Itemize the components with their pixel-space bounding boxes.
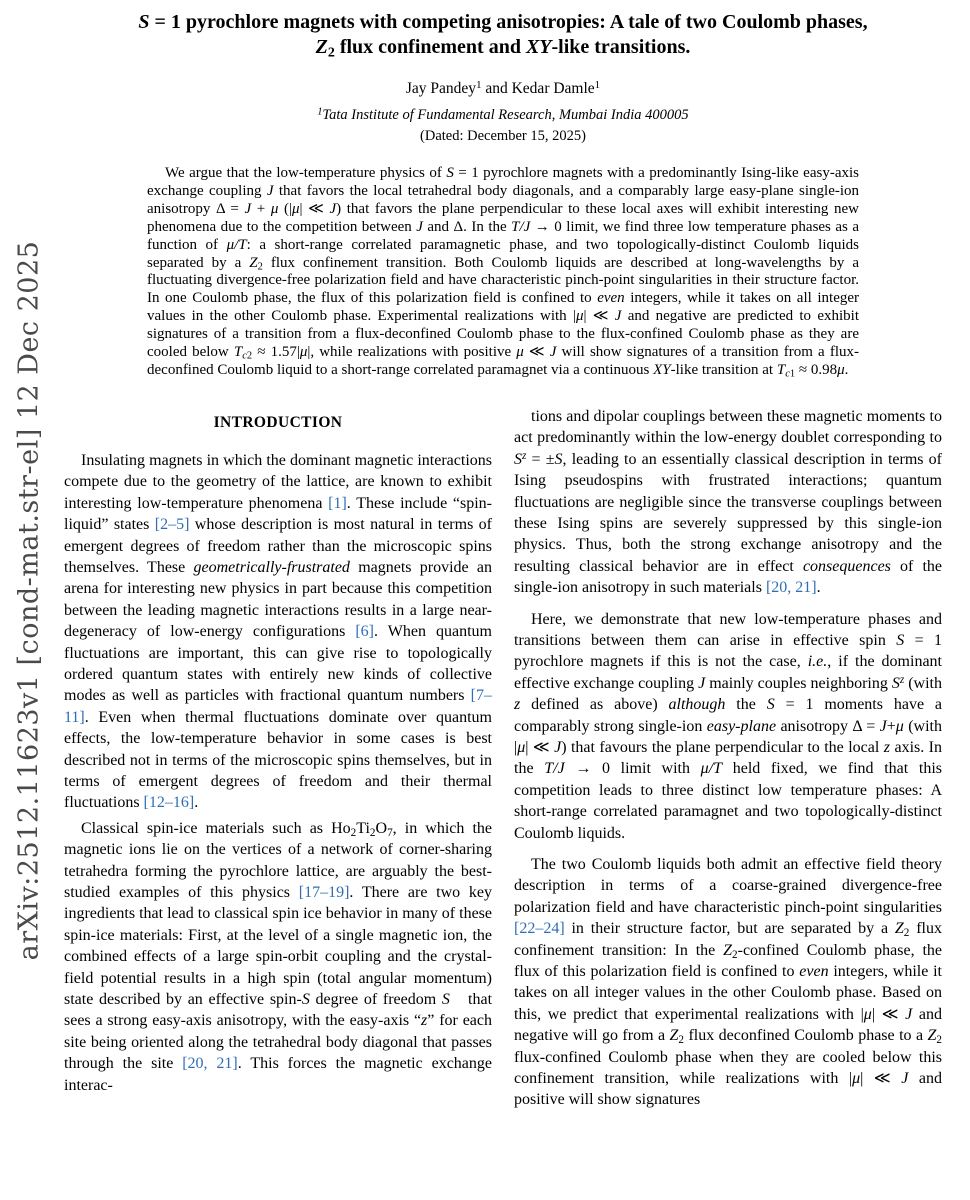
text-segment: will show signatures of a transition from a flux-deconfined Coulomb liquid to a short-range correlated paramagnet via a continuous (147, 344, 859, 378)
text-segment: and negative are predicted to exhibit signatures of a transition from a flux-deconfined Coulomb phase to the flux-confined Coulomb phase as they are cooled below (147, 308, 859, 361)
text-segment: flux confinement transition. Both Coulomb liquids are described at long-wavelengths by a fluctuating divergence-free polarization field and have characteristic pinch-point singularities in their structure factor. In one Coulomb phase, the flux of this polarization field is confined to (147, 254, 859, 307)
text-segment: = 1 pyrochlore magnets with competing anisotropies: A tale of two Coulomb phases, (149, 11, 868, 33)
text-segment: in their structure factor, but are separated by a (564, 920, 895, 938)
intro-right-paragraph-3 (514, 854, 942, 1111)
column-left (64, 406, 492, 1111)
text-segment: J (879, 717, 887, 735)
text-segment: defined as above) (520, 696, 669, 714)
text-segment: axis. In the (514, 738, 943, 778)
arxiv-watermark-text: arXiv:2512.11623v1 [cond-mat.str-el] 12 Dec 2025 (13, 240, 45, 960)
text-segment: flux confinement and (334, 36, 526, 58)
text-segment: ) that favours the plane perpendicular to the local (561, 738, 884, 756)
affiliation-line (64, 107, 942, 124)
text-segment: and negative will go from a (514, 1005, 943, 1045)
text-segment: flux-confined Coulomb phase when they are cooled below this confinement transition, while realizations with | (514, 1048, 942, 1088)
text-segment: | ≪ (583, 308, 615, 325)
intro-left-paragraph-2 (64, 818, 492, 1096)
citation-link[interactable]: [6] (355, 623, 374, 641)
text-segment: and positive will show signatures (514, 1070, 943, 1109)
text-segment: μ/T (226, 236, 247, 253)
text-segment: (| (278, 200, 292, 217)
text-segment: μ (863, 1005, 872, 1023)
text-segment: z (514, 696, 521, 714)
text-segment: z (883, 738, 891, 756)
intro-right-paragraph-2 (514, 609, 942, 844)
text-segment: → 0 limit with (564, 760, 701, 778)
text-segment: Tata Institute of Fundamental Research, Mumbai India 400005 (322, 107, 689, 123)
text-segment: J (614, 308, 622, 325)
text-segment: . (816, 579, 821, 597)
text-segment: c (785, 368, 790, 380)
paper-title (64, 10, 942, 60)
text-segment: J (266, 182, 274, 199)
citation-link[interactable]: [17–19] (298, 884, 350, 901)
column-right (514, 406, 942, 1111)
title-line-1 (64, 10, 942, 35)
authors-line (64, 80, 942, 98)
text-segment: geometrically-frustrated (193, 558, 350, 576)
text-segment: magnets provide an arena for interesting new physics in part because this competition between the leading magnetic interactions results in a large near-degeneracy of low-energy configurations (64, 558, 492, 641)
text-segment: integers, while it takes on all integer values in the other Coulomb phase. Based on this, we predict that experimental realizations with | (514, 963, 942, 1023)
text-segment: Here, we demonstrate that new low-temperature phases and transitions between them can arise in effective spin (514, 610, 942, 649)
text-segment: → 0 limit, we find three low temperature phases as a function of (147, 218, 859, 253)
text-segment: (with (904, 674, 942, 692)
citation-link[interactable]: [20, 21] (765, 579, 817, 597)
text-segment: ≪ (523, 344, 550, 361)
text-segment: S (891, 674, 900, 692)
text-segment: ≈ 1.57| (252, 344, 300, 361)
text-segment: Z (927, 1027, 937, 1045)
text-segment: J (554, 738, 562, 756)
text-segment: 2 (903, 927, 910, 940)
text-segment: We argue that the low-temperature physics of (165, 165, 447, 181)
text-segment: : a short-range correlated paramagnetic phase, and two topologically-distinct Coulomb liquids separated by a (147, 236, 859, 271)
text-segment: (with | (514, 717, 942, 756)
text-segment: i.e. (807, 653, 828, 671)
text-segment: and Kedar Damle (481, 80, 595, 97)
text-segment: 2 (732, 948, 738, 961)
text-segment: 2 (369, 826, 376, 839)
text-segment: 1 (789, 368, 796, 380)
text-segment: | ≪ (860, 1070, 902, 1088)
text-segment: ≈ 0.98 (795, 361, 838, 378)
text-segment: S (554, 450, 563, 468)
text-segment: 2 (936, 1034, 943, 1047)
text-segment: J (244, 200, 252, 217)
text-segment: μ (516, 344, 524, 361)
text-segment: S (446, 165, 454, 181)
text-segment: The two Coulomb liquids both admit an effective field theory description in terms of a coarse-grained divergence-free polarization field and have characteristic pinch-point singularities (514, 856, 942, 916)
text-segment: T/J (544, 760, 565, 778)
text-segment: . This forces the magnetic exchange interac- (64, 1055, 493, 1094)
text-segment: T (233, 344, 243, 361)
text-segment: ” for each site being oriented along the tetrahedral body diagonal that passes through the site (64, 1012, 492, 1073)
intro-right-paragraph-1 (514, 406, 942, 599)
text-segment: μ (299, 344, 308, 361)
citation-link[interactable]: [2–5] (154, 516, 190, 534)
text-segment: Insulating magnets in which the dominant magnetic interactions compete due to the geometry of the lattice, are known to exhibit interesting low-temperature phenomena (64, 451, 492, 512)
text-segment: Z (894, 920, 904, 938)
text-segment: easy-plane (706, 717, 777, 735)
text-segment: -like transitions. (551, 36, 691, 58)
text-segment: = 1 pyrochlore magnets with a predominantly Ising-like easy-axis exchange coupling (147, 165, 859, 199)
text-segment: J (698, 674, 706, 692)
text-segment: XY (525, 36, 552, 58)
text-segment: 1 (594, 79, 601, 92)
text-segment: . These include “spin-liquid” states (64, 494, 492, 534)
text-segment: -confined Coulomb phase, the flux of this polarization field is confined to (514, 941, 943, 981)
text-segment: | ≪ (299, 200, 330, 217)
text-segment: = 1 pyrochlore magnets if this is not the case, (514, 631, 942, 671)
text-segment: Z (723, 941, 733, 959)
text-segment: even (597, 290, 625, 307)
text-segment: T (776, 361, 786, 378)
text-segment: mainly couples neighboring (705, 674, 892, 692)
text-segment: even (799, 963, 829, 981)
text-segment: Jay Pandey (405, 80, 477, 97)
text-segment: . (844, 361, 849, 378)
text-segment: ) that favors the plane perpendicular to these local axes will exhibit interesting new phenomena due to the competition between (147, 200, 860, 235)
paper-content (64, 0, 942, 1111)
text-segment: Z (315, 36, 328, 58)
text-segment: -like transition at (670, 361, 777, 378)
text-segment: = ± (526, 450, 555, 468)
text-segment: flux deconfined Coulomb phase to a (684, 1027, 928, 1045)
text-segment: degree of freedom (309, 991, 442, 1009)
text-segment: μ (895, 717, 904, 735)
text-segment: although (668, 696, 726, 714)
date-line: (Dated: December 15, 2025) (420, 128, 586, 144)
text-segment: Z (249, 254, 258, 271)
title-line-2 (64, 35, 942, 60)
text-segment: J (416, 218, 423, 235)
text-segment: μ (292, 200, 300, 217)
citation-link[interactable]: [20, 21] (182, 1055, 238, 1073)
text-segment: . Even when thermal fluctuations dominate over quantum effects, the low-temperature behavior in some cases is best described not in terms of the microscopic spins themselves, but in terms of emergent degrees of freedom and their thermal fluctuations (64, 708, 492, 812)
text-segment: | ≪ (871, 1005, 906, 1023)
text-segment: μ (517, 738, 526, 756)
text-segment: μ (837, 361, 845, 378)
text-segment: z (899, 673, 905, 686)
two-column-body (64, 406, 942, 1111)
text-segment: + (251, 200, 271, 217)
citation-link[interactable]: [22–24] (514, 920, 565, 938)
text-segment: z (421, 1012, 428, 1030)
text-segment: flux confinement transition: In the (514, 920, 942, 959)
section-heading-introduction: INTRODUCTION (213, 413, 343, 431)
text-segment: Ti (356, 819, 370, 837)
text-segment: μ (852, 1070, 861, 1088)
text-segment: consequences (802, 557, 891, 575)
text-segment: . There are two key ingredients that lead to classical spin ice behavior in many of these spin-ice materials: First, at the level of a single magnetic ion, the combined effects of a large spin-orbit coupling and the crystal-field potential results in a high spin (total angular momentum) state described by an effective spin- (64, 884, 492, 1009)
text-segment: μ (270, 200, 279, 217)
text-segment: tions and dipolar couplings between these magnetic moments to act predominantly within the low-energy doublet corresponding to (514, 407, 942, 447)
citation-link[interactable]: [12–16] (143, 794, 195, 812)
arxiv-watermark (0, 0, 58, 1200)
abstract-text (147, 165, 859, 380)
text-segment: | ≪ (525, 738, 555, 756)
text-segment: that sees a strong easy-axis anisotropy, with the easy-axis “ (64, 991, 493, 1030)
text-segment: c (242, 350, 247, 362)
text-segment: that favors the local tetrahedral body diagonals, and a comparably large easy-plane single-ion anisotropy Δ = (147, 182, 860, 217)
text-segment: . When quantum fluctuations are important, this can give rise to topologically ordered quantum states with entirely new kinds of collective modes as well as particles with fractional quantum numbers (64, 623, 492, 705)
text-segment: = 1 moments have a comparably strong single-ion (514, 696, 943, 735)
text-segment: the (725, 696, 767, 714)
text-segment: whose description is most natural in terms of emergent degrees of freedom rather than the microscopic spins themselves. These (64, 516, 493, 576)
text-segment: O (375, 819, 388, 837)
text-segment: Classical spin-ice materials such as Ho (81, 819, 351, 837)
intro-left-paragraph-1 (64, 450, 492, 814)
text-segment: 2 (327, 45, 335, 61)
text-segment: , leading to an essentially classical description in terms of Ising pseudospins with frustrated interactions; quantum fluctuations are negligible since the transverse couplings between these Ising spins are severely suppressed by this single-ion physics. Thus, both the strong exchange anisotropy and the resulting classical behavior are in effect (514, 450, 942, 575)
citation-link[interactable]: [7–11] (64, 687, 492, 726)
text-segment: S (301, 991, 310, 1009)
text-segment: 2 (257, 261, 263, 273)
text-segment: held fixed, we find that this competition leads to three distinct low temperature phases: A short-range correlated paramagnet and two topologically-distinct Coulomb liquids. (514, 760, 943, 842)
text-segment: integers, while it takes on all integer values in the other Coulomb phase. Experimental realizations with | (147, 290, 860, 325)
text-segment: 2 (350, 826, 357, 839)
text-segment: XY (653, 361, 671, 378)
text-segment: of the single-ion anisotropy in such materials (514, 557, 943, 597)
text-segment: 1 (317, 106, 323, 118)
text-segment: |, while realizations with positive (307, 344, 517, 361)
text-segment: 2 (678, 1034, 685, 1047)
text-segment: 2 (246, 350, 253, 362)
text-segment: . (194, 794, 199, 812)
text-segment: J (901, 1070, 909, 1088)
text-segment: S (138, 11, 150, 33)
text-segment: z (522, 449, 527, 462)
citation-link[interactable]: [1] (328, 494, 347, 512)
text-segment: and Δ. In the (422, 218, 512, 235)
text-segment: , if the dominant effective exchange coupling (514, 653, 942, 692)
text-segment: S (896, 631, 905, 649)
text-segment: S⃗ (441, 991, 463, 1009)
text-segment: + (886, 717, 896, 735)
text-segment: S (766, 696, 775, 714)
text-segment: 1 (476, 79, 482, 92)
text-segment: μ (575, 308, 584, 325)
text-segment: S (514, 450, 522, 468)
text-segment: anisotropy Δ = (776, 717, 880, 735)
text-segment: J (905, 1005, 913, 1023)
text-segment: Z (669, 1027, 679, 1045)
text-segment: μ/T (700, 760, 723, 778)
text-segment: J (329, 200, 337, 217)
text-segment: J (549, 344, 557, 361)
text-segment: , in which the magnetic ions lie on the vertices of a network of corner-sharing tetrahedra forming the pyrochlore lattice, are arguably the best-studied examples of this physics (64, 819, 493, 901)
text-segment: 7 (387, 826, 393, 839)
text-segment: T/J (511, 218, 531, 235)
